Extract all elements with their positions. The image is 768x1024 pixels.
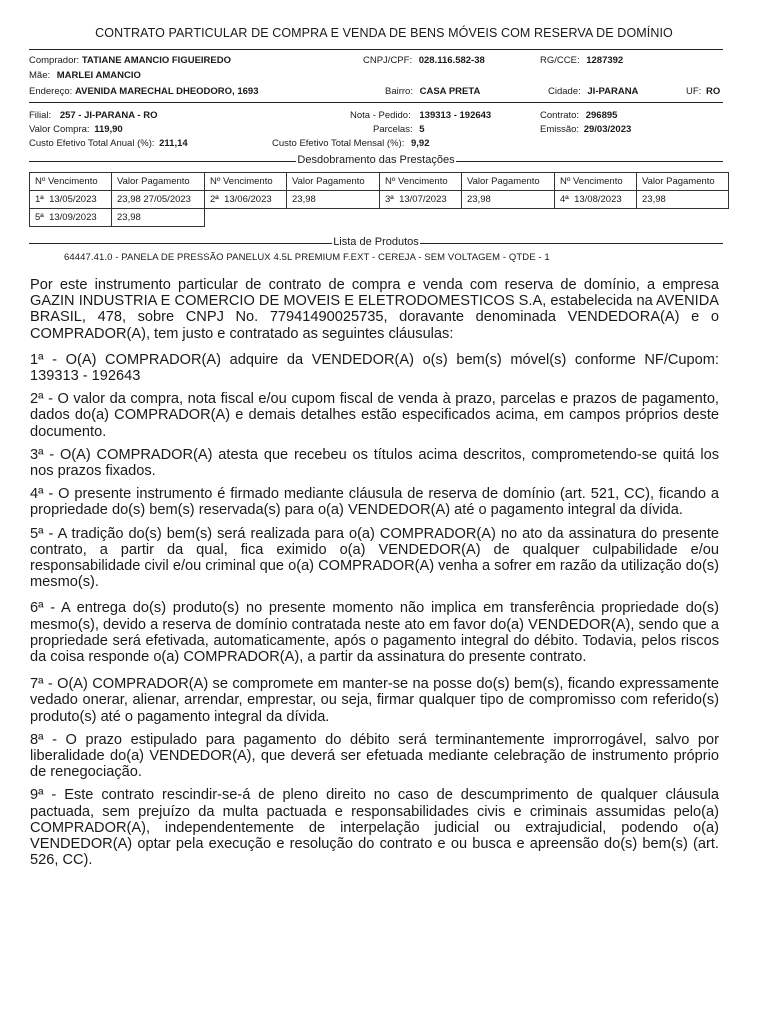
endereco-value: AVENIDA MARECHAL DHEODORO, 1693 — [74, 86, 259, 97]
buyer-divider — [29, 102, 723, 103]
uf-field: UF: RO — [686, 86, 721, 97]
col-header-vencimento: Nº Vencimento — [30, 173, 112, 191]
col-header-valor: Valor Pagamento — [287, 173, 380, 191]
installment-valor: 23,98 — [112, 209, 205, 227]
col-header-vencimento: Nº Vencimento — [205, 173, 287, 191]
installments-section-header — [29, 155, 723, 167]
document-title: CONTRATO PARTICULAR DE COMPRA E VENDA DE BENS MÓVEIS COM RESERVA DE DOMÍNIO — [95, 26, 673, 40]
filial-field: Filial: 257 - JI-PARANA - RO — [29, 110, 158, 121]
mae-field: Mãe: MARLEI AMANCIO — [29, 70, 141, 81]
mae-value: MARLEI AMANCIO — [56, 70, 141, 81]
installment-valor: 23,98 — [637, 191, 729, 209]
rg-value: 1287392 — [586, 55, 624, 66]
products-caption: Lista de Produtos — [333, 236, 419, 248]
contrato-value: 296895 — [585, 110, 618, 121]
installment-valor: 23,98 — [462, 191, 555, 209]
cet-anual-value: 211,14 — [159, 138, 188, 149]
cpf-field: CNPJ/CPF: 028.116.582-38 — [363, 55, 485, 66]
clause-intro: Por este instrumento particular de contrato de compra e venda com reserva de domínio, a empresa GAZIN INDUSTRIA E COMERCIO DE MOVEIS E ELETRODOMESTICOS S.A, estabelecida na AVENIDA BRASIL, 478, sobre CNPJ No. 77941490025735, doravante denominada VENDEDORA(A) e o COMPRADOR(A), tem justo e contratado as seguintes cláusulas: — [30, 277, 719, 342]
products-section-header — [29, 237, 723, 249]
title-divider — [29, 49, 723, 50]
cet-mensal-field: Custo Efetivo Total Mensal (%): 9,92 — [272, 138, 430, 149]
endereco-field: Endereço: AVENIDA MARECHAL DHEODORO, 1693 — [29, 86, 259, 97]
bairro-field: Bairro: CASA PRETA — [385, 86, 481, 97]
clause-9: 9ª - Este contrato rescindir-se-á de pleno direito no caso de descumprimento de qualquer cláusula pactuada, sem prejuízo da multa pactuada e responsabilidades civis e criminais assumidas pelo(a) COMPRADOR(A), independentemente de interpelação judicial ou extrajudicial, podendo o(a) VENDEDOR(A) optar pela execução e resolução do contrato e ou busca e apreensão do(s) bem(s) (art. 526, CC). — [30, 787, 719, 869]
comprador-field: Comprador: TATIANE AMANCIO FIGUEIREDO — [29, 55, 231, 66]
installment-valor: 23,98 27/05/2023 — [112, 191, 205, 209]
cet-mensal-value: 9,92 — [411, 138, 430, 149]
product-item: 64447.41.0 - PANELA DE PRESSÃO PANELUX 4.5L PREMIUM F.EXT - CEREJA - SEM VOLTAGEM - QTDE - 1 — [64, 252, 550, 263]
emissao-field: Emissão: 29/03/2023 — [540, 124, 632, 135]
installments-header-row — [30, 173, 729, 191]
clause-8: 8ª - O prazo estipulado para pagamento do débito será terminantemente improrrogável, salvo por liberalidade do(a) VENDEDOR(A), que deverá ser efetuada mediante celebração de instrumento próprio de renegociação. — [30, 731, 719, 781]
table-row — [30, 209, 729, 227]
clause-1: 1ª - O(A) COMPRADOR(A) adquire da VENDEDOR(A) o(s) bem(s) móvel(s) conforme NF/Cupom: 139313 - 192643 — [30, 351, 719, 385]
nota-value: 139313 - 192643 — [419, 110, 492, 121]
cpf-value: 028.116.582-38 — [418, 55, 485, 66]
valor-value: 119,90 — [94, 124, 123, 135]
clause-3: 3ª - O(A) COMPRADOR(A) atesta que recebeu os títulos acima descritos, comprometendo-se quitá los nos prazos fixados. — [30, 446, 719, 480]
clause-5: 5ª - A tradição do(s) bem(s) será realizada para o(a) COMPRADOR(A) no ato da assinatura do presente contrato, a partir da qual, fica eximido o(a) VENDEDOR(A) de qualquer culpabilidade e/ou responsabilidade civil e/ou criminal que o(a) COMPRADOR(A) venha a sofrer em razão da utilização do(s) mesmo(s). — [30, 525, 719, 591]
rg-field: RG/CCE: 1287392 — [540, 55, 624, 66]
clause-4: 4ª - O presente instrumento é firmado mediante cláusula de reserva de domínio (art. 521, CC), ficando a propriedade do(s) bem(s) reservada(s) para o(a) VENDEDOR(A) até o pagamento integral da dívida. — [30, 486, 719, 519]
clause-2: 2ª - O valor da compra, nota fiscal e/ou cupom fiscal de venda à prazo, parcelas e prazos de pagamento, dados do(a) COMPRADOR(A) e demais detalhes estão especificados acima, em campos próprios deste documento. — [30, 391, 719, 440]
col-header-vencimento: Nº Vencimento — [555, 173, 637, 191]
installment-vencimento: 4ª 13/08/2023 — [555, 191, 637, 209]
cet-anual-field: Custo Efetivo Total Anual (%): 211,14 — [29, 138, 188, 149]
cidade-field: Cidade: JI-PARANA — [548, 86, 639, 97]
cidade-value: JI-PARANA — [587, 86, 639, 97]
installment-vencimento: 5ª 13/09/2023 — [30, 209, 112, 227]
installments-caption: Desdobramento das Prestações — [297, 154, 455, 166]
installment-vencimento: 2ª 13/06/2023 — [205, 191, 287, 209]
parcelas-value: 5 — [419, 124, 425, 135]
table-row — [30, 191, 729, 209]
installment-vencimento: 1ª 13/05/2023 — [30, 191, 112, 209]
col-header-valor: Valor Pagamento — [112, 173, 205, 191]
installment-vencimento: 3ª 13/07/2023 — [380, 191, 462, 209]
contract-clauses — [30, 277, 719, 876]
col-header-valor: Valor Pagamento — [637, 173, 729, 191]
clause-6: 6ª - A entrega do(s) produto(s) no presente momento não implica em transferência propriedade do(s) mesmo(s), devido a reserva de domínio contratada neste ato em favor do(a) VENDEDOR(A), sendo que a propriedade será efetivada, automaticamente, após o pagamento integral do débito. Todavia, pelos riscos da coisa responde o(a) COMPRADOR(A), a partir da assinatura do presente contrato. — [30, 600, 719, 666]
installment-valor: 23,98 — [287, 191, 380, 209]
clause-7: 7ª - O(A) COMPRADOR(A) se compromete em manter-se na posse do(s) bem(s), ficando expressamente vedado onerar, alienar, arrendar, emprestar, ou seja, firmar qualquer tipo de compromisso com referido(s) produto(s) até o pagamento integral da dívida. — [30, 676, 719, 725]
installments-table — [29, 172, 729, 227]
comprador-value: TATIANE AMANCIO FIGUEIREDO — [81, 55, 231, 66]
parcelas-field: Parcelas: 5 — [373, 124, 425, 135]
emissao-value: 29/03/2023 — [583, 124, 632, 135]
valor-field: Valor Compra: 119,90 — [29, 124, 123, 135]
col-header-valor: Valor Pagamento — [462, 173, 555, 191]
col-header-vencimento: Nº Vencimento — [380, 173, 462, 191]
uf-value: RO — [705, 86, 721, 97]
contrato-field: Contrato: 296895 — [540, 110, 618, 121]
nota-field: Nota - Pedido: 139313 - 192643 — [350, 110, 492, 121]
bairro-value: CASA PRETA — [419, 86, 481, 97]
filial-value: 257 - JI-PARANA - RO — [59, 110, 158, 121]
